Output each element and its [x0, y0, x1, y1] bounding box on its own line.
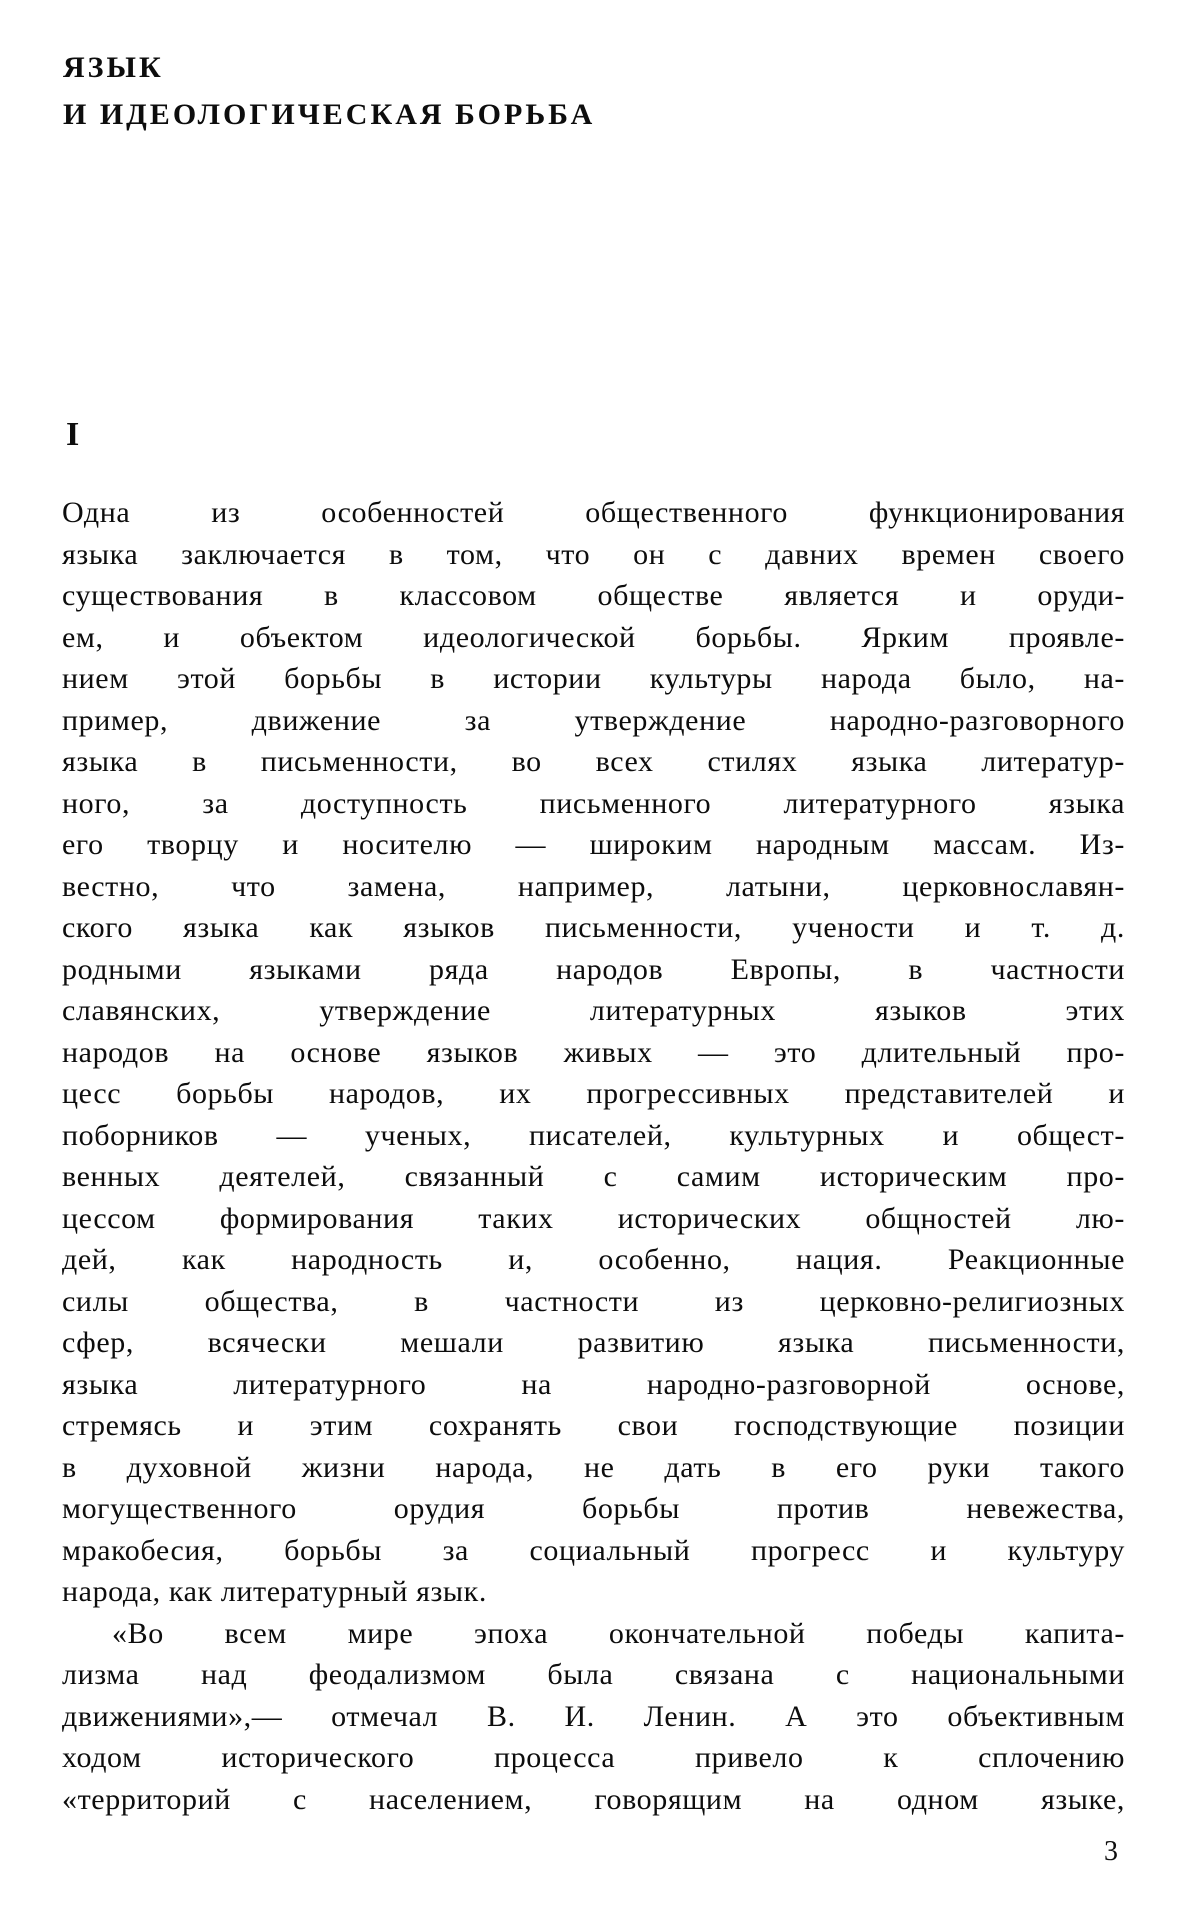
- text-line: ем, и объектом идеологической борьбы. Ярким проявле-: [62, 620, 1125, 654]
- chapter-title-line-2: И ИДЕОЛОГИЧЕСКАЯ БОРЬБА: [63, 98, 596, 131]
- text-line: силы общества, в частности из церковно-религиозных: [62, 1284, 1125, 1318]
- text-line: движениями»,— отмечал В. И. Ленин. А это объективным: [62, 1699, 1125, 1733]
- text-line: славянских, утверждение литературных языков этих: [62, 994, 1125, 1027]
- paragraph: [62, 492, 1125, 1613]
- text-line: лизма над феодализмом была связана с национальными: [62, 1658, 1125, 1691]
- section-number: I: [66, 416, 80, 453]
- text-line: ходом исторического процесса привело к сплочению: [62, 1741, 1125, 1774]
- text-line: родными языками ряда народов Европы, в частности: [62, 952, 1125, 986]
- text-line: ного, за доступность письменного литературного языка: [62, 786, 1125, 820]
- text-line: в духовной жизни народа, не дать в его руки такого: [62, 1450, 1125, 1484]
- text-line: венных деятелей, связанный с самим историческим про-: [62, 1160, 1125, 1193]
- text-line: ского языка как языков письменности, учености и т. д.: [62, 911, 1125, 944]
- text-line: могущественного орудия борьбы против невежества,: [62, 1492, 1125, 1525]
- text-line: цессом формирования таких исторических общностей лю-: [62, 1201, 1125, 1235]
- text-line: языка заключается в том, что он с давних времен своего: [62, 537, 1125, 571]
- text-line: народов на основе языков живых — это длительный про-: [62, 1035, 1125, 1069]
- text-line: вестно, что замена, например, латыни, церковнославян-: [62, 869, 1125, 903]
- text-line: существования в классовом обществе является и оруди-: [62, 579, 1125, 612]
- text-line: стремясь и этим сохранять свои господствующие позиции: [62, 1409, 1125, 1442]
- paragraph: [62, 1613, 1125, 1821]
- text-line: народа, как литературный язык.: [62, 1575, 487, 1608]
- text-line: мракобесия, борьбы за социальный прогресс и культуру: [62, 1533, 1125, 1567]
- text-line: цесс борьбы народов, их прогрессивных представителей и: [62, 1077, 1125, 1110]
- text-line: его творцу и носителю — широким народным массам. Из-: [62, 828, 1125, 861]
- text-line: «территорий с населением, говорящим на одном языке,: [62, 1782, 1125, 1816]
- text-line: дей, как народность и, особенно, нация. Реакционные: [62, 1243, 1125, 1276]
- body-text: [62, 492, 1125, 1820]
- text-line: нием этой борьбы в истории культуры народа было, на-: [62, 662, 1125, 695]
- page-number: 3: [1104, 1836, 1118, 1867]
- chapter-title-line-1: ЯЗЫК: [63, 51, 164, 84]
- text-line: «Во всем мире эпоха окончательной победы капита-: [112, 1616, 1125, 1650]
- text-line: сфер, всячески мешали развитию языка письменности,: [62, 1326, 1125, 1359]
- chapter-title: [63, 44, 595, 138]
- text-line: поборников — ученых, писателей, культурных и общест-: [62, 1118, 1125, 1152]
- text-line: языка в письменности, во всех стилях языка литератур-: [62, 745, 1125, 778]
- text-line: языка литературного на народно-разговорной основе,: [62, 1367, 1125, 1401]
- text-line: пример, движение за утверждение народно-разговорного: [62, 703, 1125, 737]
- text-line: Одна из особенностей общественного функционирования: [62, 496, 1125, 529]
